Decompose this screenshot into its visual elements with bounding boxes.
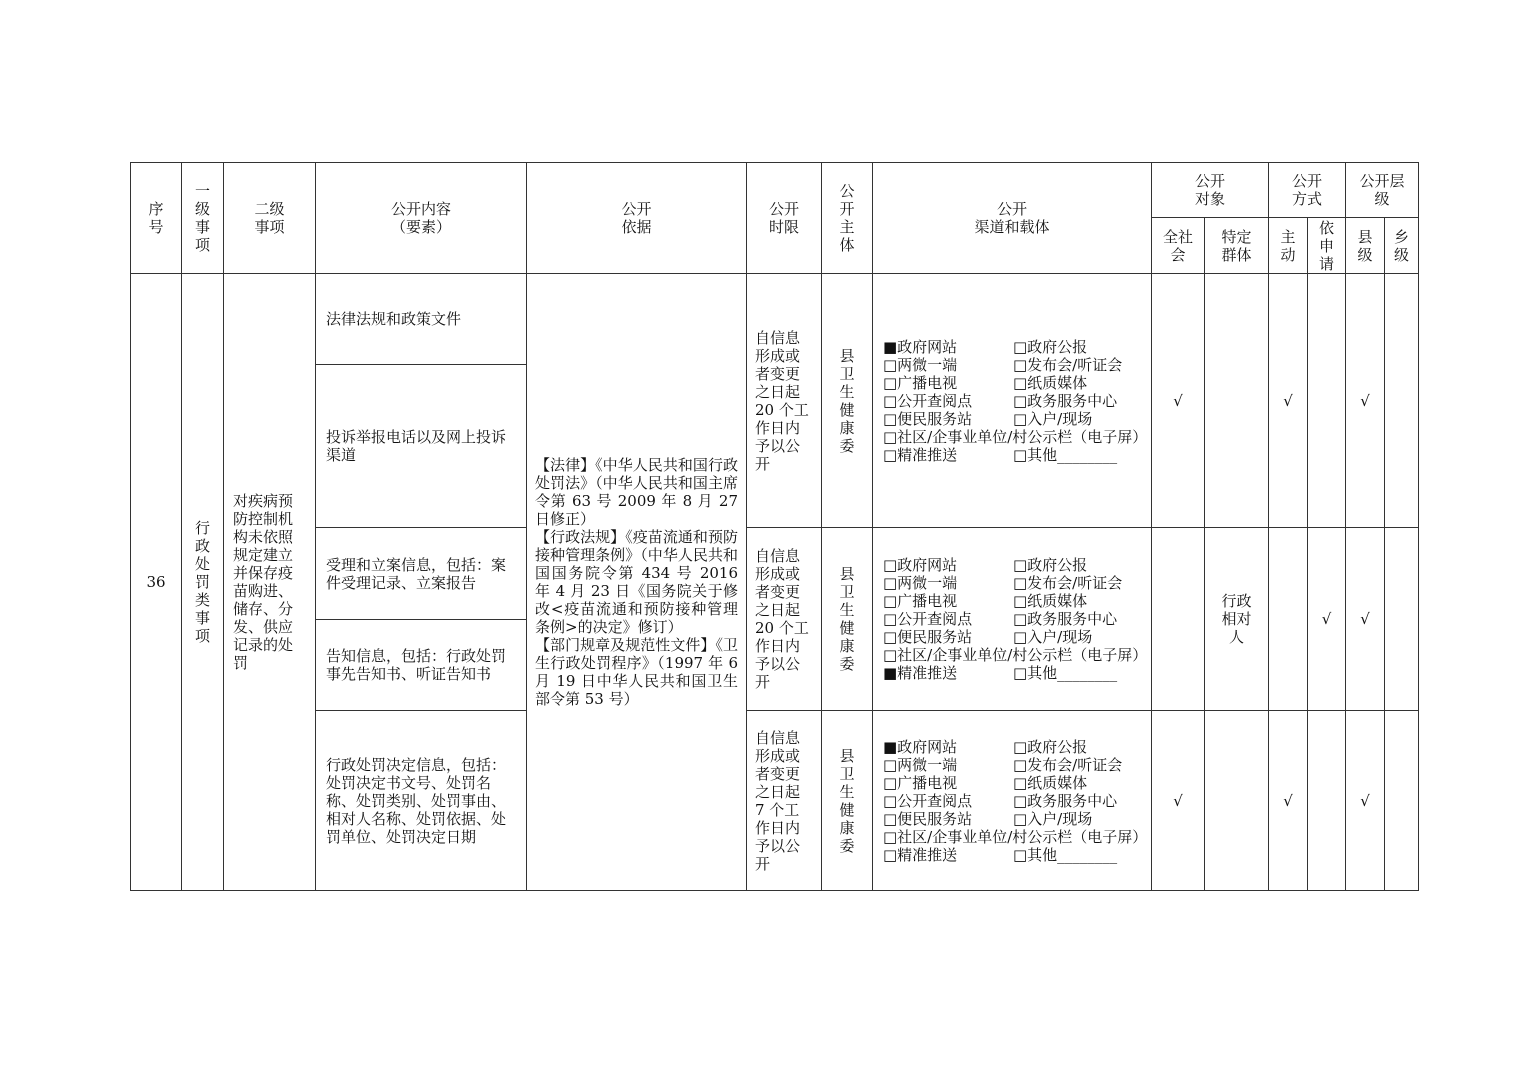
channel-option: ■政府网站 [883,337,958,356]
row-level1: 行 政 处 罚 类 事 项 [182,274,224,891]
channel-option: □政府公报 [1013,737,1088,756]
channel-option: □公开查阅点 [883,391,973,410]
channel-option: □精准推送 [883,445,958,464]
group-1-target-specific [1205,274,1269,528]
channel-option: □其他________ [1013,445,1118,464]
group-3-subject: 县 卫 生 健 康 委 [822,711,873,891]
channel-option: □入户/现场 [1013,809,1093,828]
header-mode-active: 主 动 [1269,218,1308,274]
group-2-subject: 县 卫 生 健 康 委 [822,528,873,711]
channel-option: □发布会/听证会 [1013,755,1123,774]
group-3-channels [873,711,1152,891]
channel-option: ■精准推送 [883,664,958,682]
content-item: 投诉举报电话以及网上投诉渠道 [316,365,527,528]
channel-option: □发布会/听证会 [1013,574,1123,592]
channel-option: □入户/现场 [1013,409,1093,428]
row-basis: 【法律】《中华人民共和国行政处罚法》（中华人民共和国主席令第 63 号 2009 年 8 月 27 日修正） 【行政法规】《疫苗流通和预防接种管理条例》（中华人民共和国国务院令第 434 号 2016 年 4 月 23 日《国务院关于修改<疫苗流通和预防接种管理条例>的决定》修订） 【部门规章及规范性文件】《卫生行政处罚程序》（1997 年 6 月 19 日中华人民共和国卫生部令第 53 号） [527,274,747,891]
channel-option: □广播电视 [883,592,958,610]
channel-option: □纸质媒体 [1013,373,1088,392]
group-1-subject: 县 卫 生 健 康 委 [822,274,873,528]
channel-option: □政务服务中心 [1013,391,1118,410]
header-mode: 公开 方式 [1269,163,1346,218]
channel-option: □便民服务站 [883,409,973,428]
group-3-level-town [1385,711,1419,891]
group-3-target-specific [1205,711,1269,891]
channel-option: □入户/现场 [1013,628,1093,646]
content-item: 告知信息，包括：行政处罚事先告知书、听证告知书 [316,620,527,711]
header-content: 公开内容 （要素） [316,163,527,274]
group-2-limit: 自信息 形成或 者变更 之日起 20 个工 作日内 予以公 开 [747,528,822,711]
header-basis: 公开 依据 [527,163,747,274]
row-level2: 对疾病预 防控制机 构未依照 规定建立 并保存疫 苗购进、 储存、分 发、供应 记录的处 罚 [224,274,316,891]
channel-option: □两微一端 [883,755,958,774]
header-target-specific: 特定 群体 [1205,218,1269,274]
group-1-channels [873,274,1152,528]
header-limit: 公开 时限 [747,163,822,274]
channel-option: □便民服务站 [883,809,973,828]
channel-option: □两微一端 [883,574,958,592]
channel-option: □政务服务中心 [1013,610,1118,628]
header-target-all: 全社 会 [1152,218,1205,274]
row-seq: 36 [131,274,182,891]
group-1-level-county: √ [1346,274,1385,528]
group-1-target-all: √ [1152,274,1205,528]
group-2-level-town [1385,528,1419,711]
header-target: 公开 对象 [1152,163,1269,218]
header-level1: 一 级 事 项 [182,163,224,274]
group-3-mode-request [1308,711,1346,891]
channel-option: □广播电视 [883,773,958,792]
header-level2: 二级 事项 [224,163,316,274]
channel-option: □其他________ [1013,845,1118,864]
group-1-level-town [1385,274,1419,528]
group-2-mode-active [1269,528,1308,711]
group-1-mode-active: √ [1269,274,1308,528]
channel-option-wide: □社区/企事业单位/村公示栏（电子屏） [883,646,1148,664]
content-item: 行政处罚决定信息，包括：处罚决定书文号、处罚名称、处罚类别、处罚事由、相对人名称、处罚依据、处罚单位、处罚决定日期 [316,711,527,891]
group-3-target-all: √ [1152,711,1205,891]
header-level: 公开层 级 [1346,163,1419,218]
channel-option: □政府公报 [1013,556,1088,574]
header-level-county: 县 级 [1346,218,1385,274]
channel-option: □公开查阅点 [883,610,973,628]
content-item: 法律法规和政策文件 [316,274,527,365]
channel-option-wide: □社区/企事业单位/村公示栏（电子屏） [883,427,1148,446]
channel-option: □两微一端 [883,355,958,374]
channel-option: □政务服务中心 [1013,791,1118,810]
group-2-channels [873,528,1152,711]
header-level-town: 乡 级 [1385,218,1419,274]
channel-option: □精准推送 [883,845,958,864]
channel-option: □公开查阅点 [883,791,973,810]
channel-option: ■政府网站 [883,737,958,756]
channel-option: □政府公报 [1013,337,1088,356]
group-2-level-county: √ [1346,528,1385,711]
group-3-level-county: √ [1346,711,1385,891]
channel-option: □便民服务站 [883,628,973,646]
header-mode-request: 依 申 请 [1308,218,1346,274]
group-3-limit: 自信息 形成或 者变更 之日起 7 个工 作日内 予以公 开 [747,711,822,891]
channel-option-wide: □社区/企事业单位/村公示栏（电子屏） [883,827,1148,846]
group-3-mode-active: √ [1269,711,1308,891]
disclosure-table [130,162,1419,891]
header-seq: 序 号 [131,163,182,274]
header-channel: 公开 渠道和载体 [873,163,1152,274]
channel-option: □纸质媒体 [1013,773,1088,792]
header-subject: 公 开 主 体 [822,163,873,274]
group-2-target-all [1152,528,1205,711]
channel-option: □政府网站 [883,556,958,574]
content-item: 受理和立案信息，包括：案件受理记录、立案报告 [316,528,527,620]
group-1-limit: 自信息 形成或 者变更 之日起 20 个工 作日内 予以公 开 [747,274,822,528]
channel-option: □其他________ [1013,664,1118,682]
group-2-target-specific: 行政 相对 人 [1205,528,1269,711]
group-1-mode-request [1308,274,1346,528]
group-2-mode-request: √ [1308,528,1346,711]
channel-option: □纸质媒体 [1013,592,1088,610]
channel-option: □发布会/听证会 [1013,355,1123,374]
channel-option: □广播电视 [883,373,958,392]
